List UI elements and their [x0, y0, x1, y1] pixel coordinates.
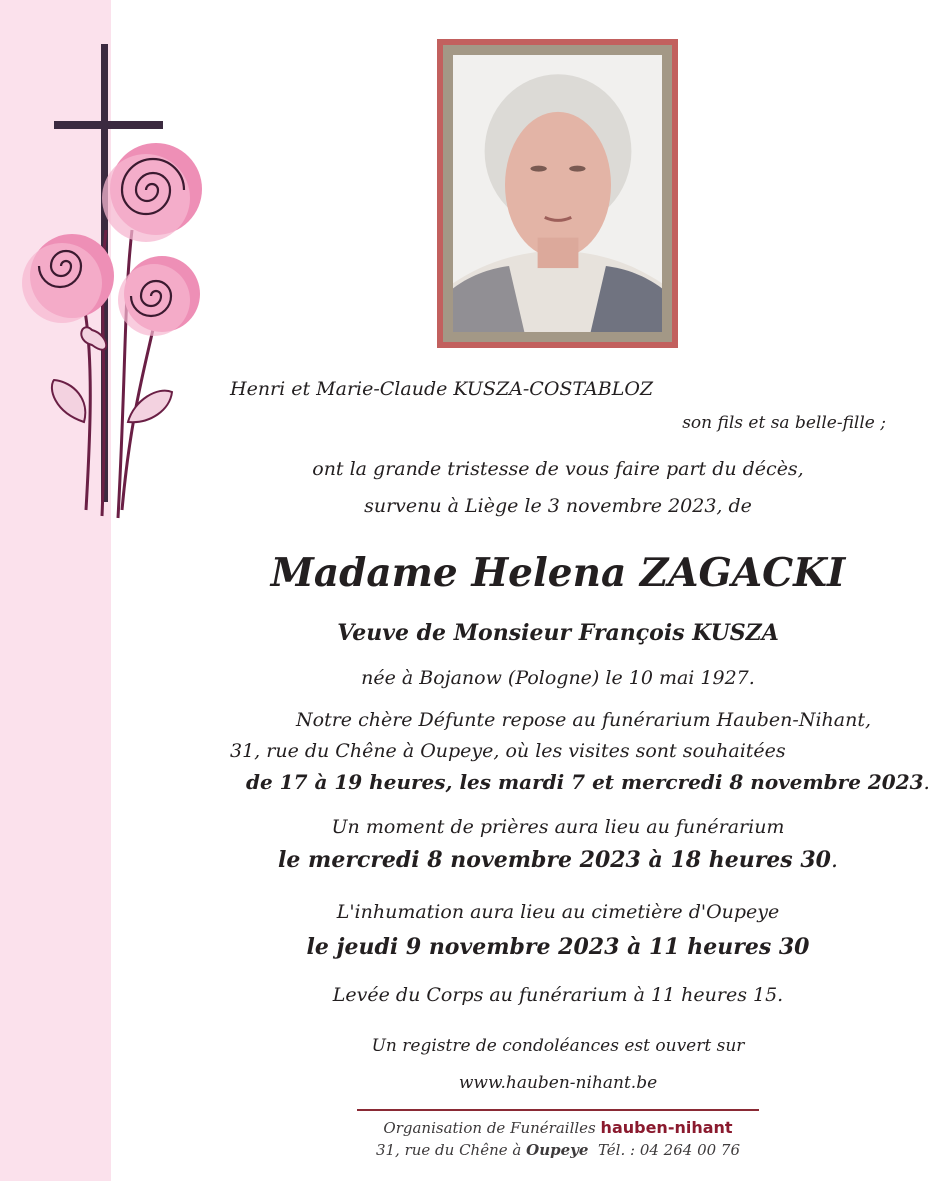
visits-dates: de 17 à 19 heures, les mardi 7 et mercredi 8 novembre 2023 [246, 770, 924, 794]
cross-and-roses-icon [14, 40, 204, 520]
footer-divider [357, 1109, 759, 1111]
levee-du-corps: Levée du Corps au funérarium à 11 heures 15. [332, 984, 784, 1006]
condolences-website[interactable]: www.hauben-nihant.be [458, 1073, 658, 1093]
family-relation: son fils et sa belle-fille ; [682, 413, 886, 433]
announcement-line-1: ont la grande tristesse de vous faire part du décès, [312, 458, 804, 480]
footer-phone: Tél. : 04 264 00 76 [597, 1141, 741, 1159]
footer-org-prefix: Organisation de Funérailles [383, 1119, 596, 1137]
portrait-mat [443, 45, 672, 342]
visits-line-3 [246, 770, 930, 794]
visits-line-2: 31, rue du Chêne à Oupeye, où les visites sont souhaitées [230, 740, 786, 762]
brand-logo: hauben-nihant [600, 1118, 733, 1137]
prayers-datetime: le mercredi 8 novembre 2023 à 18 heures 30 [278, 847, 831, 873]
condolences-line: Un registre de condoléances est ouvert sur [371, 1036, 745, 1056]
widow-of: Veuve de Monsieur François KUSZA [337, 620, 779, 646]
visits-dates-period: . [923, 770, 930, 794]
footer-address-prefix: 31, rue du Chêne à [375, 1141, 522, 1159]
portrait-photo [453, 55, 662, 332]
footer-organisation [357, 1118, 759, 1137]
announcement-line-2: survenu à Liège le 3 novembre 2023, de [364, 495, 752, 517]
footer-address [357, 1141, 759, 1159]
footer-address-city: Oupeye [526, 1141, 589, 1159]
visits-line-1: Notre chère Défunte repose au funérarium Hauben-Nihant, [296, 709, 872, 731]
burial-line-1: L'inhumation aura lieu au cimetière d'Oupeye [336, 901, 780, 923]
deceased-name: Madame Helena ZAGACKI [270, 550, 846, 596]
birth-info: née à Bojanow (Pologne) le 10 mai 1927. [361, 667, 755, 689]
prayers-period: . [830, 848, 838, 873]
prayers-line-1: Un moment de prières aura lieu au funérarium [331, 816, 785, 838]
burial-datetime: le jeudi 9 novembre 2023 à 11 heures 30 [306, 934, 810, 960]
prayers-line-2 [200, 847, 916, 873]
portrait-frame [437, 39, 678, 348]
family-names: Henri et Marie-Claude KUSZA-COSTABLOZ [230, 378, 654, 400]
